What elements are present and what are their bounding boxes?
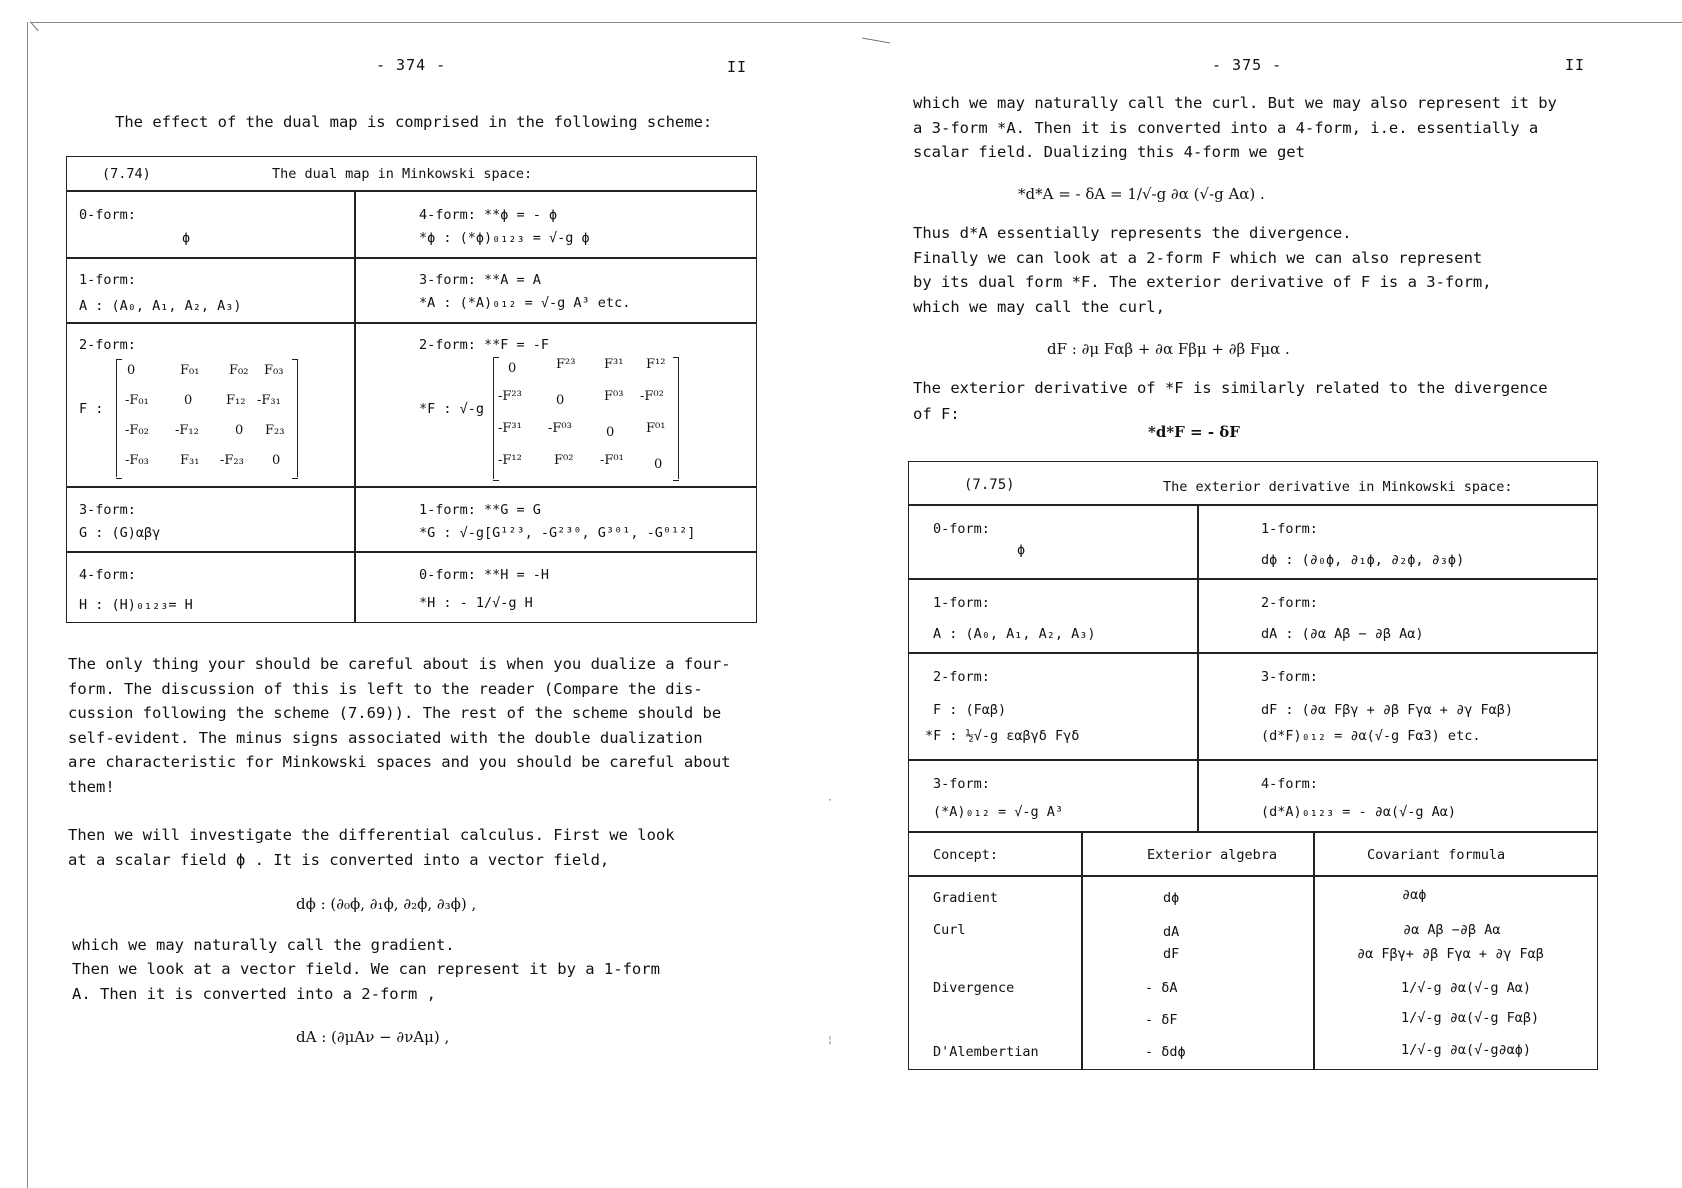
row4-right-label: 1-form: **G = G xyxy=(419,502,541,518)
right-para2-line1: Thus d*A essentially represents the divergence. xyxy=(913,224,1352,242)
r4-left-label: 3-form: xyxy=(933,776,990,792)
table-title: The exterior derivative in Minkowski space: xyxy=(1163,479,1513,495)
scan-top-edge xyxy=(30,22,1682,23)
r3-left-label: 2-form: xyxy=(933,669,990,685)
right-para3-line1: The exterior derivative of *F is similarly related to the divergence xyxy=(913,379,1548,397)
left-para3-line2: Then we look at a vector field. We can represent it by a 1-form xyxy=(72,960,660,978)
r4-right-value: (d*A)₀₁₂₃ = - ∂α(√-g Aα) xyxy=(1261,804,1457,820)
r3-right-value2: (d*F)₀₁₂ = ∂α(√-g Fα3) etc. xyxy=(1261,728,1481,744)
r3-left-value: F : (Fαβ) xyxy=(933,702,1007,718)
cov-gradient: ∂αϕ xyxy=(1402,887,1427,903)
row3-left-label: 2-form: xyxy=(79,337,136,353)
r1-left-label: 0-form: xyxy=(933,521,990,537)
left-para1-line6: them! xyxy=(68,778,115,796)
row3-left-value: F : xyxy=(79,401,104,417)
concept-header: Concept: xyxy=(933,847,999,863)
left-para1-line5: are characteristic for Minkowski spaces and you should be careful about xyxy=(68,753,731,771)
row5-left-value: H : (H)₀₁₂₃= H xyxy=(79,597,193,613)
left-para2-line1: Then we will investigate the differential calculus. First we look xyxy=(68,826,675,844)
ext-gradient: dϕ xyxy=(1163,890,1180,906)
row2-left-value: A : (A₀, A₁, A₂, A₃) xyxy=(79,298,242,314)
row5-right-value: *H : - 1/√-g H xyxy=(419,595,533,611)
row1-right-label: 4-form: **ϕ = - ϕ xyxy=(419,207,558,223)
right-para1-line2: a 3-form *A. Then it is converted into a 4-form, i.e. essentially a xyxy=(913,119,1539,137)
left-para1-line3: cussion following the scheme (7.69)). The rest of the scheme should be xyxy=(68,704,722,722)
right-eq-codifferential: *d*F = - δF xyxy=(1148,423,1240,441)
table-title: The dual map in Minkowski space: xyxy=(272,166,533,182)
cov-curl-a: ∂α Aβ −∂β Aα xyxy=(1403,922,1501,938)
r2-right-value: dA : (∂α Aβ − ∂β Aα) xyxy=(1261,626,1424,642)
row4-right-value: *G : √-g[G¹²³, -G²³⁰, G³⁰¹, -G⁰¹²] xyxy=(419,525,696,541)
scan-dash-mark xyxy=(862,38,890,44)
table-number: (7.74) xyxy=(102,166,151,182)
row2-right-value: *A : (*A)₀₁₂ = √-g A³ etc. xyxy=(419,295,631,311)
r4-right-label: 4-form: xyxy=(1261,776,1318,792)
row5-left-label: 4-form: xyxy=(79,567,136,583)
concept-curl: Curl xyxy=(933,922,966,938)
right-eq-divergence: *d*A = - δA = 1/√-g ∂α (√-g Aα) . xyxy=(1018,185,1265,203)
left-para3-line3: A. Then it is converted into a 2-form , xyxy=(72,985,436,1003)
row3-right-value: *F : √-g xyxy=(419,401,485,417)
left-intro-text: The effect of the dual map is comprised in the following scheme: xyxy=(115,113,713,131)
r2-left-value: A : (A₀, A₁, A₂, A₃) xyxy=(933,626,1096,642)
concept-divergence: Divergence xyxy=(933,980,1015,996)
right-para2-line4: which we may call the curl, xyxy=(913,298,1165,316)
table-number: (7.75) xyxy=(964,477,1015,493)
r1-left-value: ϕ xyxy=(1017,542,1026,558)
ext-div-a: - δA xyxy=(1145,980,1178,996)
ext-curl-a: dA xyxy=(1163,924,1180,940)
exterior-algebra-header: Exterior algebra xyxy=(1147,847,1278,863)
r2-right-label: 2-form: xyxy=(1261,595,1318,611)
scan-corner-mark xyxy=(30,14,48,32)
covariant-formula-header: Covariant formula xyxy=(1367,847,1506,863)
row2-left-label: 1-form: xyxy=(79,272,136,288)
right-page-number: - 375 - xyxy=(1212,56,1283,74)
left-eq-curl: dA : (∂μAν − ∂νAμ) , xyxy=(296,1028,450,1046)
ext-curl-f: dF xyxy=(1163,946,1180,962)
left-para2-line2: at a scalar field ϕ . It is converted into a vector field, xyxy=(68,851,610,869)
left-page-number: - 374 - xyxy=(376,56,447,74)
r1-right-value: dϕ : (∂₀ϕ, ∂₁ϕ, ∂₂ϕ, ∂₃ϕ) xyxy=(1261,552,1465,568)
left-para1-line4: self-evident. The minus signs associated with the double dualization xyxy=(68,729,703,747)
row2-right-label: 3-form: **A = A xyxy=(419,272,541,288)
cov-curl-f: ∂α Fβγ+ ∂β Fγα + ∂γ Fαβ xyxy=(1357,946,1544,962)
right-para3-line2: of F: xyxy=(913,405,960,423)
right-para1-line1: which we may naturally call the curl. But we may also represent it by xyxy=(913,94,1557,112)
left-matrix: 0 F₀₁ F₀₂ F₀₃ -F₀₁ 0 F₁₂ -F₃₁ -F₀₂ -F₁₂ 0 F₂₃ -F₀₃ F₃₁ -F₂₃ 0 xyxy=(116,359,298,477)
right-para2-line2: Finally we can look at a 2-form F which we can also represent xyxy=(913,249,1483,267)
left-para1-line2: form. The discussion of this is left to the reader (Compare the dis- xyxy=(68,680,703,698)
row1-right-value: *ϕ : (*ϕ)₀₁₂₃ = √-g ϕ xyxy=(419,230,590,246)
right-eq-curl: dF : ∂μ Fαβ + ∂α Fβμ + ∂β Fμα . xyxy=(1047,340,1290,358)
scan-dot: · xyxy=(827,795,834,806)
row4-left-value: G : (G)αβγ xyxy=(79,525,161,541)
concept-dalembertian: D'Alembertian xyxy=(933,1044,1039,1060)
right-roman-numeral: II xyxy=(1565,56,1586,74)
r2-left-label: 1-form: xyxy=(933,595,990,611)
r4-left-value: (*A)₀₁₂ = √-g A³ xyxy=(933,804,1064,820)
exterior-derivative-table xyxy=(908,461,1598,1070)
ext-dalembertian: - δdϕ xyxy=(1145,1044,1186,1060)
scan-dot: ¦ xyxy=(827,1035,834,1046)
left-para1-line1: The only thing your should be careful about is when you dualize a four- xyxy=(68,655,731,673)
r3-right-label: 3-form: xyxy=(1261,669,1318,685)
right-para1-line3: scalar field. Dualizing this 4-form we get xyxy=(913,143,1305,161)
r1-right-label: 1-form: xyxy=(1261,521,1318,537)
r3-left-value2: *F : ½√-g εαβγδ Fγδ xyxy=(925,728,1080,744)
left-roman-numeral: II xyxy=(727,58,748,76)
cov-div-a: 1/√-g ∂α(√-g Aα) xyxy=(1401,980,1532,996)
cov-div-f: 1/√-g ∂α(√-g Fαβ) xyxy=(1401,1010,1540,1026)
left-eq-gradient: dϕ : (∂₀ϕ, ∂₁ϕ, ∂₂ϕ, ∂₃ϕ) , xyxy=(296,895,477,913)
row5-right-label: 0-form: **H = -H xyxy=(419,567,550,583)
row1-left-value: ϕ xyxy=(182,230,191,246)
row4-left-label: 3-form: xyxy=(79,502,136,518)
cov-dalembertian: 1/√-g ∂α(√-g∂αϕ) xyxy=(1401,1042,1532,1058)
concept-gradient: Gradient xyxy=(933,890,999,906)
row3-right-label: 2-form: **F = -F xyxy=(419,337,550,353)
left-para3-line1: which we may naturally call the gradient. xyxy=(72,936,455,954)
dual-map-table xyxy=(66,156,757,623)
right-matrix: 0 F²³ F³¹ F¹² -F²³ 0 F⁰³ -F⁰² -F³¹ -F⁰³ 0 F⁰¹ -F¹² F⁰² -F⁰¹ 0 xyxy=(493,357,679,479)
r3-right-value: dF : (∂α Fβγ + ∂β Fγα + ∂γ Fαβ) xyxy=(1261,702,1513,718)
scan-left-edge xyxy=(27,22,28,1188)
row1-left-label: 0-form: xyxy=(79,207,136,223)
ext-div-f: - δF xyxy=(1145,1012,1178,1028)
right-para2-line3: by its dual form *F. The exterior derivative of F is a 3-form, xyxy=(913,273,1492,291)
